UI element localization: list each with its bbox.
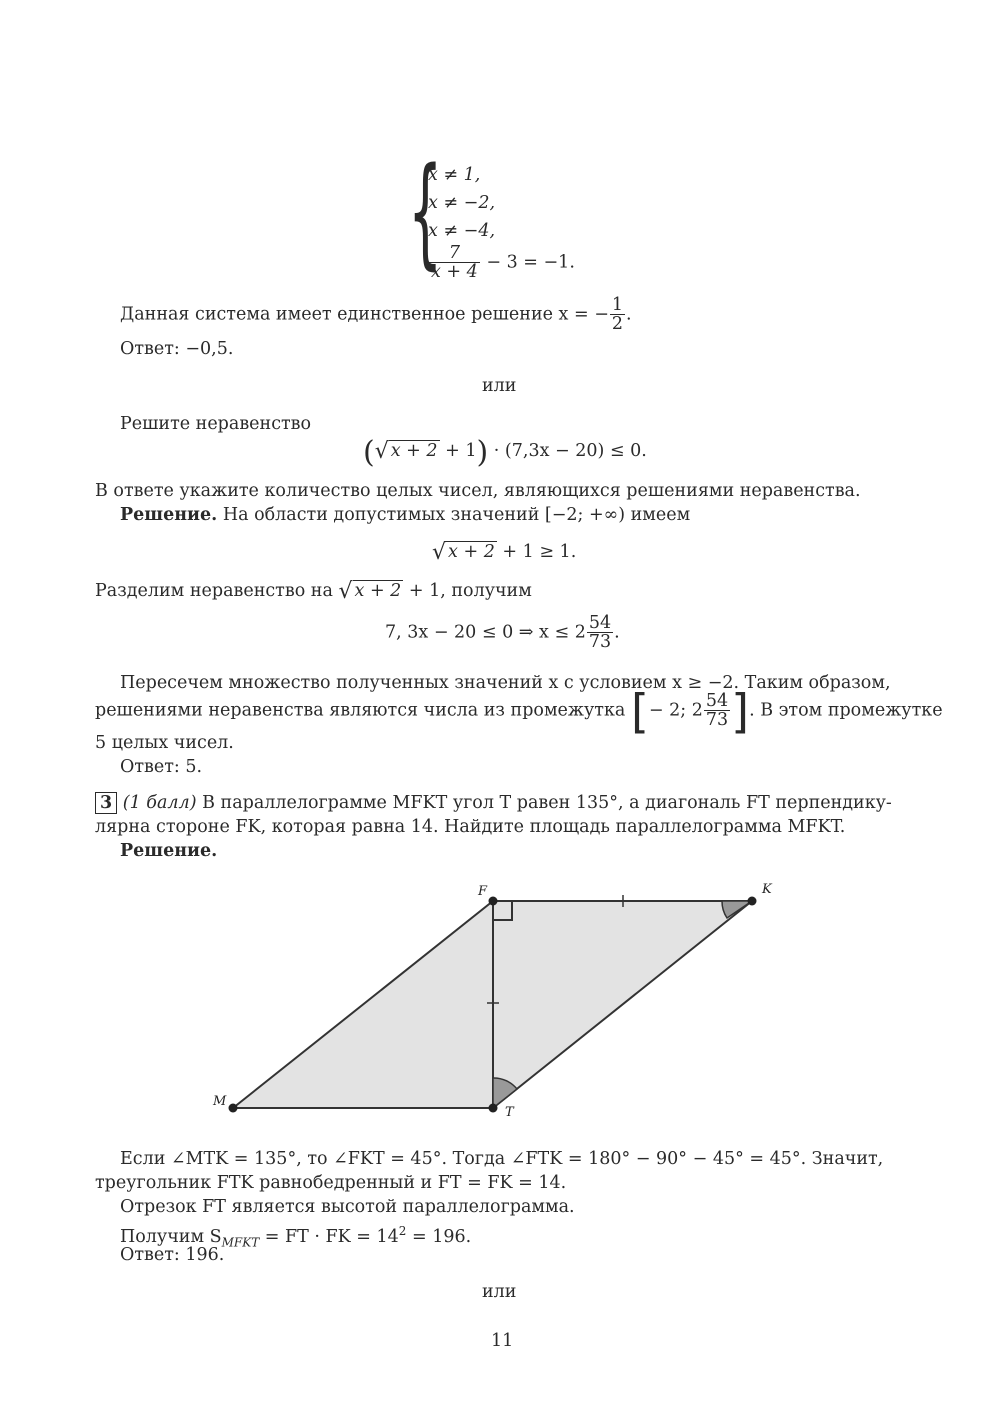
or-separator-1: или [482, 376, 517, 396]
vertex-k [748, 897, 757, 906]
answer-3: Ответ: 196. [120, 1245, 225, 1265]
solution3-line-3: Отрезок FT является высотой параллелограмма. [120, 1197, 575, 1217]
problem2-solution-start: Решение. На области допустимых значений [−2; +∞) имеем [120, 505, 691, 525]
formula-1: √ x + 2 + 1 ≥ 1. [432, 540, 577, 565]
problem3-solution-label: Решение. [120, 841, 218, 861]
problem3-text-1: 3 (1 балл) В параллелограмме MFKT угол T равен 135°, а диагональ FT перпендику- [95, 792, 892, 814]
answer-1: Ответ: −0,5. [120, 339, 234, 359]
label-m: M [213, 1094, 227, 1109]
vertex-f [489, 897, 498, 906]
solution1-text: Данная система имеет единственное решение x = − $\frac{1}{2}$ . [120, 295, 632, 335]
parallelogram-figure [0, 870, 1000, 1130]
paragraph-1: Пересечем множество полученных значений x с условием x ≥ −2. Таким образом, [120, 673, 891, 693]
label-t: T [505, 1105, 514, 1120]
formula-2: 7, 3x − 20 ≤ 0 ⇒ x ≤ 2 $\frac{54}{73}$ . [385, 613, 620, 653]
solution3-line-4: Получим $S_{MFKT}$ = FT · FK = $14^2 = 196$. [120, 1224, 472, 1250]
solution3-line-2: треугольник FTK равнобедренный и FT = FK = 14. [95, 1173, 567, 1193]
system-eq2: x ≠ −2, [428, 193, 496, 213]
solution3-line-1: Если ∠MTK = 135°, то ∠FKT = 45°. Тогда ∠FTK = 180° − 90° − 45° = 45°. Значит, [120, 1149, 884, 1169]
divide-text: Разделим неравенство на √ x + 2 + 1, получим [95, 579, 532, 604]
problem3-text-2: лярна стороне FK, которая равна 14. Найдите площадь параллелограмма MFKT. [95, 817, 846, 837]
system-eq3: x ≠ −4, [428, 221, 496, 241]
problem2-task: В ответе укажите количество целых чисел, являющихся решениями неравенства. [95, 481, 861, 501]
vertex-m [229, 1104, 238, 1113]
answer-2: Ответ: 5. [120, 757, 203, 777]
label-f: F [478, 884, 488, 899]
angle-k-mark [722, 901, 752, 918]
paragraph-2: решениями неравенства являются числа из промежутка [− 2; 2 $\frac{54}{73}$ ]. В этом промежутке [95, 684, 943, 739]
problem2-intro: Решите неравенство [120, 414, 312, 434]
system-brace: { [408, 143, 443, 282]
system-eq4: $\frac{7}{x + 4}$ − 3 = −1. [431, 243, 575, 283]
label-k: K [762, 882, 772, 897]
vertex-t [489, 1104, 498, 1113]
problem-number-box: 3 [95, 792, 117, 814]
problem2-inequality: (√ x + 2 + 1) · (7,3x − 20) ≤ 0. [363, 435, 647, 470]
system-eq1: x ≠ 1, [428, 165, 481, 185]
or-separator-2: или [482, 1282, 517, 1302]
page-number: 11 [491, 1331, 514, 1351]
paragraph-3: 5 целых чисел. [95, 733, 234, 753]
